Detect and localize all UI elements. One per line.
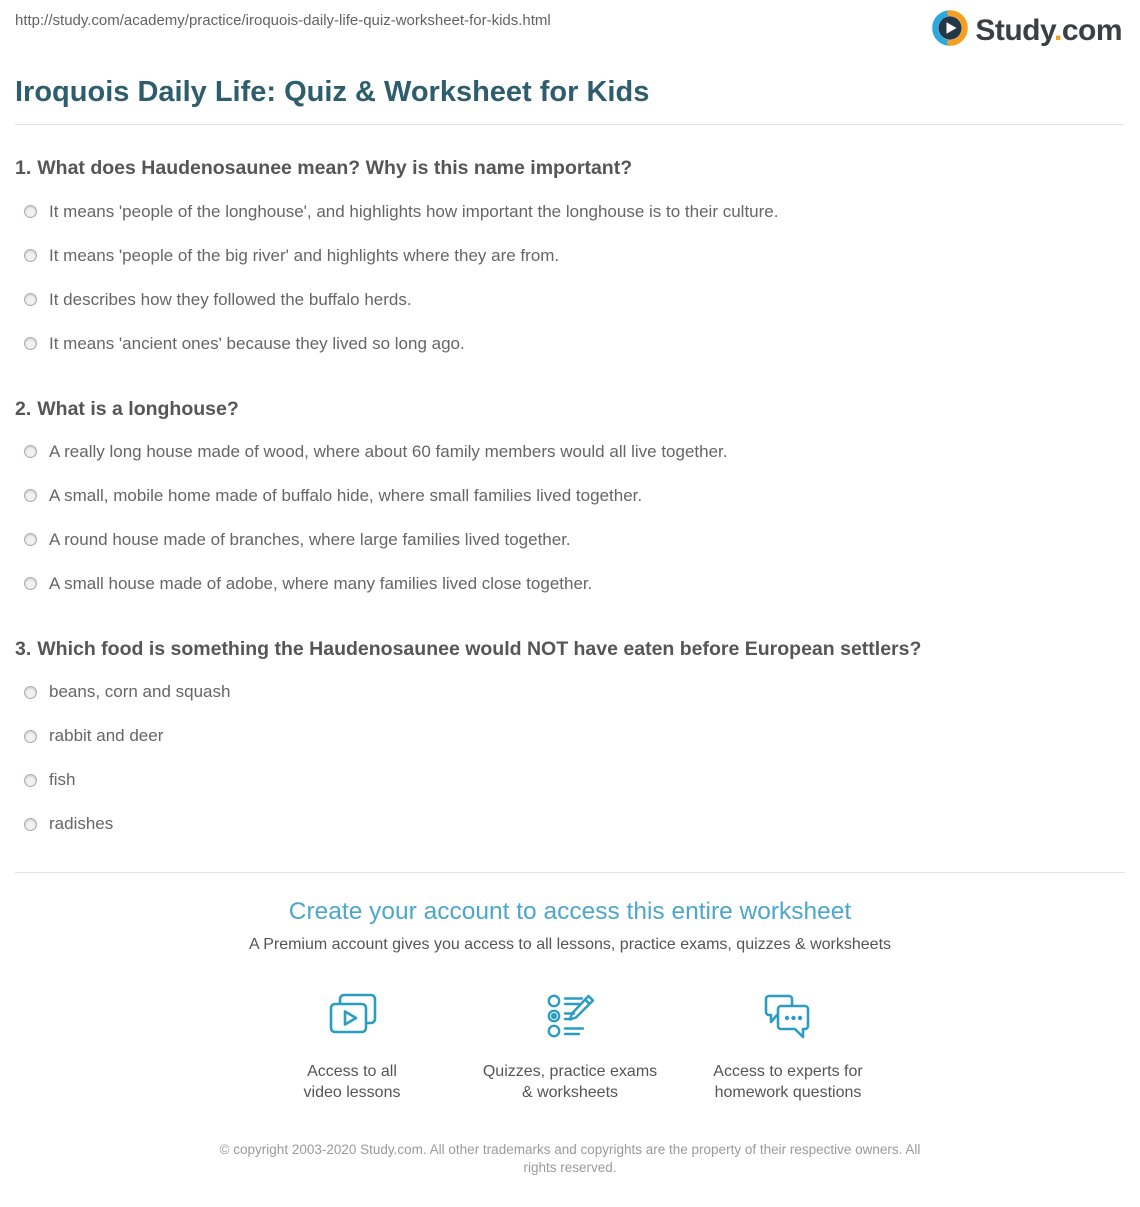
feature-video-lessons	[243, 988, 461, 1103]
radio-button[interactable]	[24, 818, 37, 831]
feature-quizzes-worksheets	[461, 988, 679, 1103]
option-label[interactable]: rabbit and deer	[49, 726, 164, 746]
question-number: 3.	[15, 637, 32, 660]
question-3-option-3[interactable]	[15, 758, 1125, 802]
video-lessons-icon	[323, 988, 381, 1051]
copyright-text: © copyright 2003-2020 Study.com. All other trademarks and copyrights are the property of their respective owners. All rights reserved.	[219, 1141, 921, 1176]
question-3	[15, 606, 1125, 846]
chat-experts-icon	[759, 988, 817, 1051]
option-label[interactable]: It means 'people of the big river' and highlights where they are from.	[49, 245, 560, 265]
question-2-option-1[interactable]	[15, 430, 1125, 474]
option-label[interactable]: beans, corn and squash	[49, 682, 231, 702]
radio-button[interactable]	[24, 686, 37, 699]
cta-subheading: A Premium account gives you access to all lessons, practice exams, quizzes & worksheets	[248, 935, 892, 953]
radio-button[interactable]	[24, 577, 37, 590]
quizzes-worksheets-icon	[541, 988, 599, 1051]
option-label[interactable]: fish	[49, 770, 76, 790]
study-logo-icon	[932, 10, 968, 51]
question-number: 2.	[15, 397, 32, 420]
option-label[interactable]: It means 'ancient ones' because they lived so long ago.	[49, 333, 465, 353]
question-3-option-4[interactable]	[15, 802, 1125, 846]
question-2-option-4[interactable]	[15, 562, 1125, 606]
question-2-option-3[interactable]	[15, 518, 1125, 562]
radio-button[interactable]	[24, 489, 37, 502]
cta-section	[0, 873, 1140, 1207]
option-label[interactable]: A round house made of branches, where large families lived together.	[49, 529, 571, 549]
study-logo-text: Study.com	[975, 13, 1122, 47]
option-label[interactable]: A small, mobile home made of buffalo hide, where small families lived together.	[49, 485, 643, 505]
question-1-heading	[15, 155, 1125, 181]
radio-button[interactable]	[24, 249, 37, 262]
feature-label: Access to all video lessons	[303, 1062, 401, 1101]
option-label[interactable]: A really long house made of wood, where about 60 family members would all live together.	[49, 441, 728, 461]
question-2	[15, 366, 1125, 606]
feature-label: Quizzes, practice exams & worksheets	[482, 1062, 658, 1101]
radio-button[interactable]	[24, 337, 37, 350]
question-text: What does Haudenosaunee mean? Why is this name important?	[37, 157, 633, 180]
question-1-option-1[interactable]	[15, 190, 1125, 234]
radio-button[interactable]	[24, 205, 37, 218]
features-row	[0, 988, 1140, 1103]
question-3-option-2[interactable]	[15, 714, 1125, 758]
radio-button[interactable]	[24, 445, 37, 458]
radio-button[interactable]	[24, 533, 37, 546]
feature-expert-help	[679, 988, 897, 1103]
page-url: http://study.com/academy/practice/iroquois-daily-life-quiz-worksheet-for-kids.html	[15, 12, 551, 29]
quiz-section	[15, 125, 1125, 846]
question-text: What is a longhouse?	[37, 397, 239, 420]
question-2-heading	[15, 396, 1125, 422]
option-label[interactable]: It means 'people of the longhouse', and highlights how important the longhouse is to their culture.	[49, 201, 779, 221]
option-label[interactable]: A small house made of adobe, where many families lived close together.	[49, 573, 593, 593]
radio-button[interactable]	[24, 774, 37, 787]
question-1-option-2[interactable]	[15, 234, 1125, 278]
option-label[interactable]: It describes how they followed the buffalo herds.	[49, 289, 412, 309]
top-bar	[0, 0, 1140, 52]
question-3-option-1[interactable]	[15, 670, 1125, 714]
page-title: Iroquois Daily Life: Quiz & Worksheet for Kids	[15, 76, 650, 108]
option-label[interactable]: radishes	[49, 814, 114, 834]
question-1-option-3[interactable]	[15, 278, 1125, 322]
radio-button[interactable]	[24, 293, 37, 306]
question-3-heading	[15, 636, 1125, 662]
study-logo[interactable]	[932, 10, 1122, 51]
question-2-option-2[interactable]	[15, 474, 1125, 518]
question-1	[15, 125, 1125, 365]
radio-button[interactable]	[24, 730, 37, 743]
feature-label: Access to experts for homework questions	[713, 1062, 863, 1101]
question-1-option-4[interactable]	[15, 322, 1125, 366]
cta-heading: Create your account to access this entire worksheet	[288, 898, 852, 926]
question-number: 1.	[15, 157, 32, 180]
question-text: Which food is something the Haudenosaunee would NOT have eaten before European settlers?	[37, 637, 922, 660]
